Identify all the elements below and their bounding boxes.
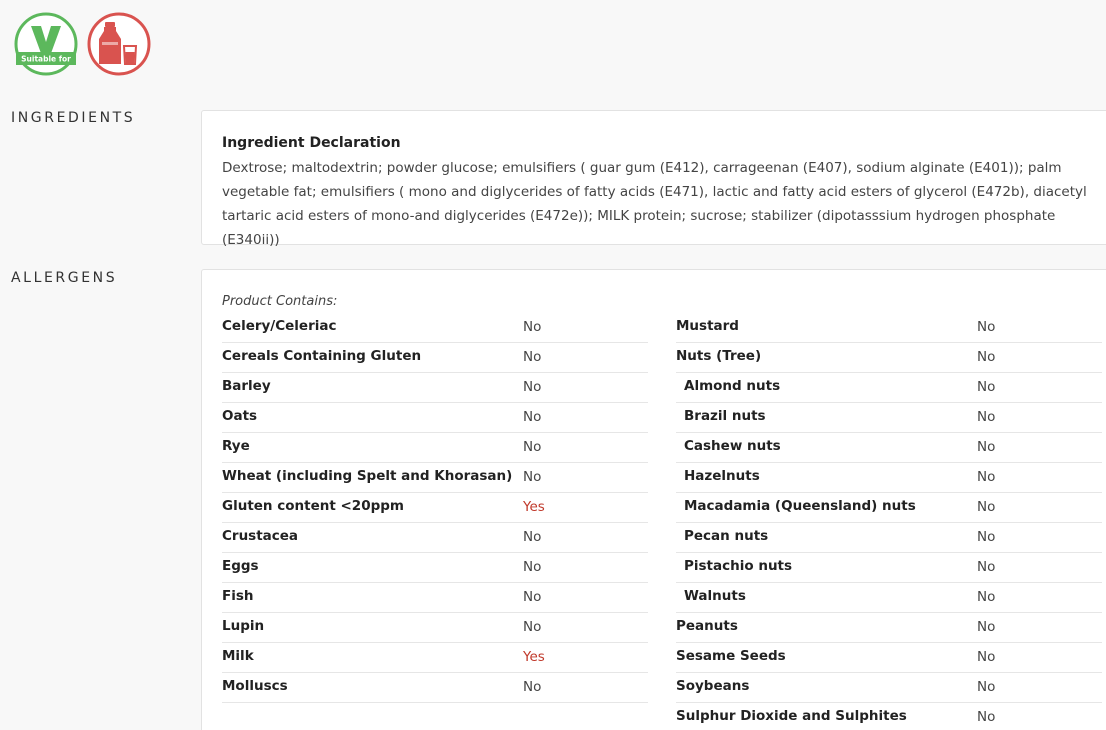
allergen-name: Cashew nuts — [684, 438, 781, 454]
allergen-name: Celery/Celeriac — [222, 318, 337, 334]
allergen-value: No — [977, 649, 996, 665]
allergen-name: Crustacea — [222, 528, 299, 544]
allergen-row — [676, 583, 1102, 613]
allergen-value: No — [523, 559, 542, 575]
allergen-value: No — [977, 409, 996, 425]
allergen-name: Brazil nuts — [684, 408, 766, 424]
allergen-row — [222, 673, 648, 703]
allergen-name: Pistachio nuts — [684, 558, 793, 574]
product-contains-label: Product Contains: — [222, 294, 338, 309]
allergen-column-left — [222, 313, 648, 703]
allergen-row — [676, 493, 1102, 523]
allergen-name: Barley — [222, 378, 271, 394]
allergen-row — [222, 643, 648, 673]
allergen-row — [676, 433, 1102, 463]
allergen-name: Almond nuts — [684, 378, 781, 394]
ingredients-section-label: INGREDIENTS — [11, 110, 136, 126]
allergen-column-right — [676, 313, 1102, 730]
allergen-value: No — [523, 529, 542, 545]
allergen-value: Yes — [523, 649, 545, 665]
allergen-value: No — [523, 589, 542, 605]
allergen-value: No — [977, 529, 996, 545]
milk-bottle-icon — [87, 12, 151, 76]
allergen-name: Sesame Seeds — [676, 648, 786, 664]
allergen-row — [676, 373, 1102, 403]
allergen-name: Milk — [222, 648, 254, 664]
allergen-row — [222, 433, 648, 463]
allergen-value: Yes — [523, 499, 545, 515]
allergen-value: No — [977, 319, 996, 335]
allergen-name: Soybeans — [676, 678, 750, 694]
allergen-value: No — [977, 619, 996, 635]
allergen-value: No — [977, 439, 996, 455]
allergen-name: Hazelnuts — [684, 468, 760, 484]
allergen-row — [222, 313, 648, 343]
allergen-row — [676, 613, 1102, 643]
allergen-name: Peanuts — [676, 618, 738, 634]
allergen-row — [676, 703, 1102, 730]
allergen-row — [676, 553, 1102, 583]
allergen-value: No — [977, 499, 996, 515]
allergen-name: Eggs — [222, 558, 259, 574]
ingredients-card — [201, 110, 1106, 248]
allergen-value: No — [523, 619, 542, 635]
allergen-value: No — [977, 709, 996, 725]
allergen-name: Lupin — [222, 618, 265, 634]
allergen-name: Rye — [222, 438, 250, 454]
allergen-name: Mustard — [676, 318, 739, 334]
allergen-name: Fish — [222, 588, 254, 604]
allergen-value: No — [523, 439, 542, 455]
allergen-name: Nuts (Tree) — [676, 348, 762, 364]
allergen-row — [676, 523, 1102, 553]
allergen-row — [222, 583, 648, 613]
allergen-value: No — [977, 379, 996, 395]
allergen-row — [222, 613, 648, 643]
vegetarian-badge-icon — [14, 12, 78, 76]
allergen-value: No — [977, 559, 996, 575]
allergens-section-label: ALLERGENS — [11, 270, 118, 286]
allergen-row — [222, 403, 648, 433]
ingredient-declaration-text: Dextrose; maltodextrin; powder glucose; emulsifiers ( guar gum (E412), carrageenan (E407), sodium alginate (E401)); palm vegetable fat; emulsifiers ( mono and diglycerides of fatty acids (E471), lactic and fatty acid esters of glycerol (E472b), diacetyl tartaric acid esters of mono-and diglycerides (E472e)); MILK protein; sucrose; stabilizer (dipotasssium hydrogen phosphate (E340ii)) — [222, 160, 1087, 248]
allergen-name: Pecan nuts — [684, 528, 769, 544]
allergen-value: No — [523, 319, 542, 335]
allergen-row — [222, 463, 648, 493]
allergen-value: No — [977, 679, 996, 695]
allergen-row — [222, 343, 648, 373]
allergen-value: No — [977, 469, 996, 485]
allergen-value: No — [523, 469, 542, 485]
allergen-name: Sulphur Dioxide and Sulphites — [676, 708, 907, 724]
allergen-name: Walnuts — [684, 588, 746, 604]
allergen-name: Oats — [222, 408, 258, 424]
allergen-row — [676, 313, 1102, 343]
allergen-row — [222, 523, 648, 553]
allergen-name: Molluscs — [222, 678, 288, 694]
allergen-row — [222, 373, 648, 403]
allergen-value: No — [977, 589, 996, 605]
allergen-row — [222, 493, 648, 523]
allergens-card — [201, 269, 1106, 730]
badge-suitable-for-text: Suitable for — [21, 54, 71, 64]
allergen-row — [676, 463, 1102, 493]
allergen-value: No — [523, 349, 542, 365]
allergen-row — [222, 553, 648, 583]
allergen-name: Cereals Containing Gluten — [222, 348, 422, 364]
allergen-name: Macadamia (Queensland) nuts — [684, 498, 916, 514]
allergen-row — [676, 673, 1102, 703]
allergen-value: No — [523, 379, 542, 395]
ingredient-declaration-heading: Ingredient Declaration — [222, 135, 401, 151]
allergen-row — [676, 643, 1102, 673]
allergen-value: No — [977, 349, 996, 365]
allergen-value: No — [523, 409, 542, 425]
allergen-value: No — [523, 679, 542, 695]
allergen-row — [676, 403, 1102, 433]
allergen-row — [676, 343, 1102, 373]
allergen-name: Gluten content <20ppm — [222, 498, 404, 514]
allergen-name: Wheat (including Spelt and Khorasan) — [222, 468, 513, 484]
